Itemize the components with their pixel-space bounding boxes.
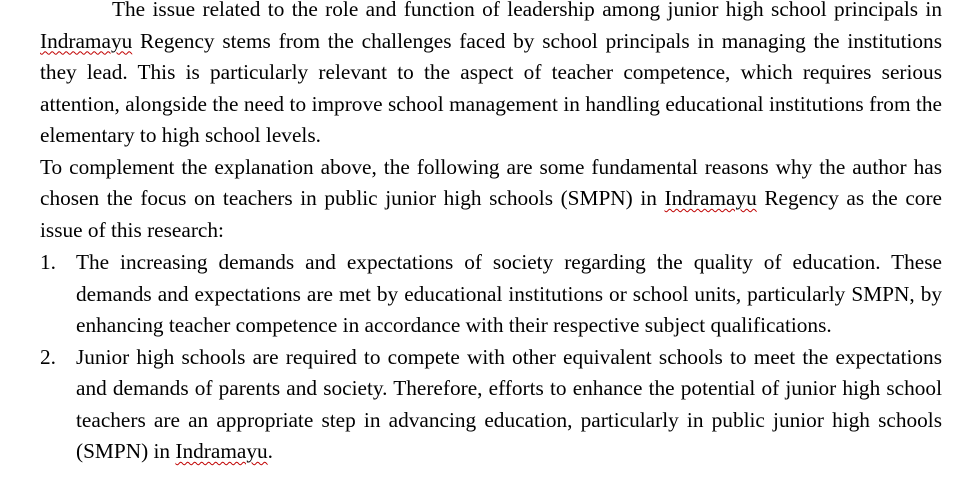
list-item-text	[76, 345, 942, 464]
list-item-number: 2.	[40, 344, 56, 369]
paragraph-reasons-text-a: To complement the explanation above, the following are some fundamental reasons why the author has chosen the focus on teachers in public junior high schools (SMPN) in	[40, 154, 942, 210]
list-item-text: The increasing demands and expectations of society regarding the quality of education. These demands and expectations are met by educational institutions or school units, particularly SMPN, by enhancing teacher competence in accordance with their respective subject qualifications.	[76, 250, 942, 337]
spellcheck-flagged-word[interactable]: Indramayu	[40, 28, 133, 53]
list-item	[40, 342, 942, 468]
spellcheck-flagged-word[interactable]: Indramayu	[175, 439, 268, 463]
paragraph-reasons-text-b: Regency as the core issue of this research:	[40, 186, 942, 242]
reasons-list	[40, 247, 942, 468]
list-item	[40, 247, 942, 342]
paragraph-intro	[40, 0, 942, 152]
paragraph-reasons-intro	[40, 152, 942, 247]
paragraph-intro-text-b: Regency stems from the challenges faced by school principals in managing the institutions they lead. This is particularly relevant to the aspect of teacher competence, which requires serious attention, alongside the need to improve school management in handling educational institutions from the elementary to high school levels.	[40, 28, 942, 147]
paragraph-intro-text-a: The issue related to the role and function of leadership among junior high school principals in	[112, 0, 942, 21]
spellcheck-flagged-word[interactable]: Indramayu	[664, 186, 757, 210]
list-item-number: 1.	[40, 250, 56, 274]
list-item-text-a: Junior high schools are required to compete with other equivalent schools to meet the expectations and demands of parents and society. Therefore, efforts to enhance the potential of junior high school teachers are an appropriate step in advancing education, particularly in public junior high schools (SMPN) in	[76, 344, 942, 463]
list-item-text-b: .	[267, 439, 273, 463]
document-body	[40, 0, 942, 468]
